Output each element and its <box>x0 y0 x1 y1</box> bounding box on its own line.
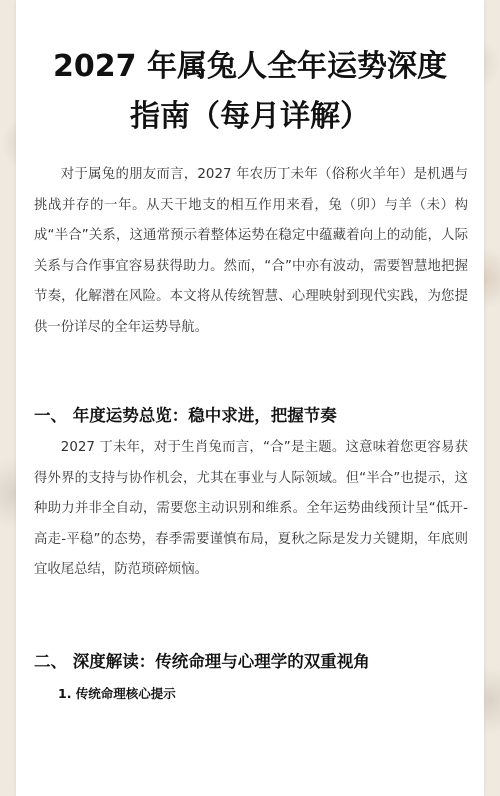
section-1-heading: 一、 年度运势总览：稳中求进，把握节奏 <box>34 406 337 425</box>
intro-paragraph: 对于属兔的朋友而言，2027 年农历丁未年（俗称火羊年）是机遇与挑战并存的一年。从天干地支的相互作用来看，兔（卯）与羊（未）构成“半合”关系，这通常预示着整体运势在稳定中蕴藏着向上的动能，人际关系与合作事宜容易获得助力。然而，“合”中亦有波动，需要智慧地把握节奏，化解潜在风险。本文将从传统智慧、心理映射到现代实践，为您提供一份详尽的全年运势导航。 <box>34 167 468 335</box>
section-2-subheading-1: 1. 传统命理核心提示 <box>58 686 176 701</box>
section-1-paragraph: 2027 丁未年，对于生肖兔而言，“合”是主题。这意味着您更容易获得外界的支持与协作机会，尤其在事业与人际领域。但“半合”也提示，这种助力并非全自动，需要您主动识别和维系。全年运势曲线预计呈“低开-高走-平稳”的态势，春季需要谨慎布局，夏秋之际是发力关键期，年底则宜收尾总结，防范琐碎烦恼。 <box>34 440 468 577</box>
article-title: 2027 年属兔人全年运势深度指南（每月详解） <box>53 49 447 134</box>
section-2-heading: 二、 深度解读：传统命理与心理学的双重视角 <box>34 652 370 671</box>
article-page <box>16 0 484 796</box>
